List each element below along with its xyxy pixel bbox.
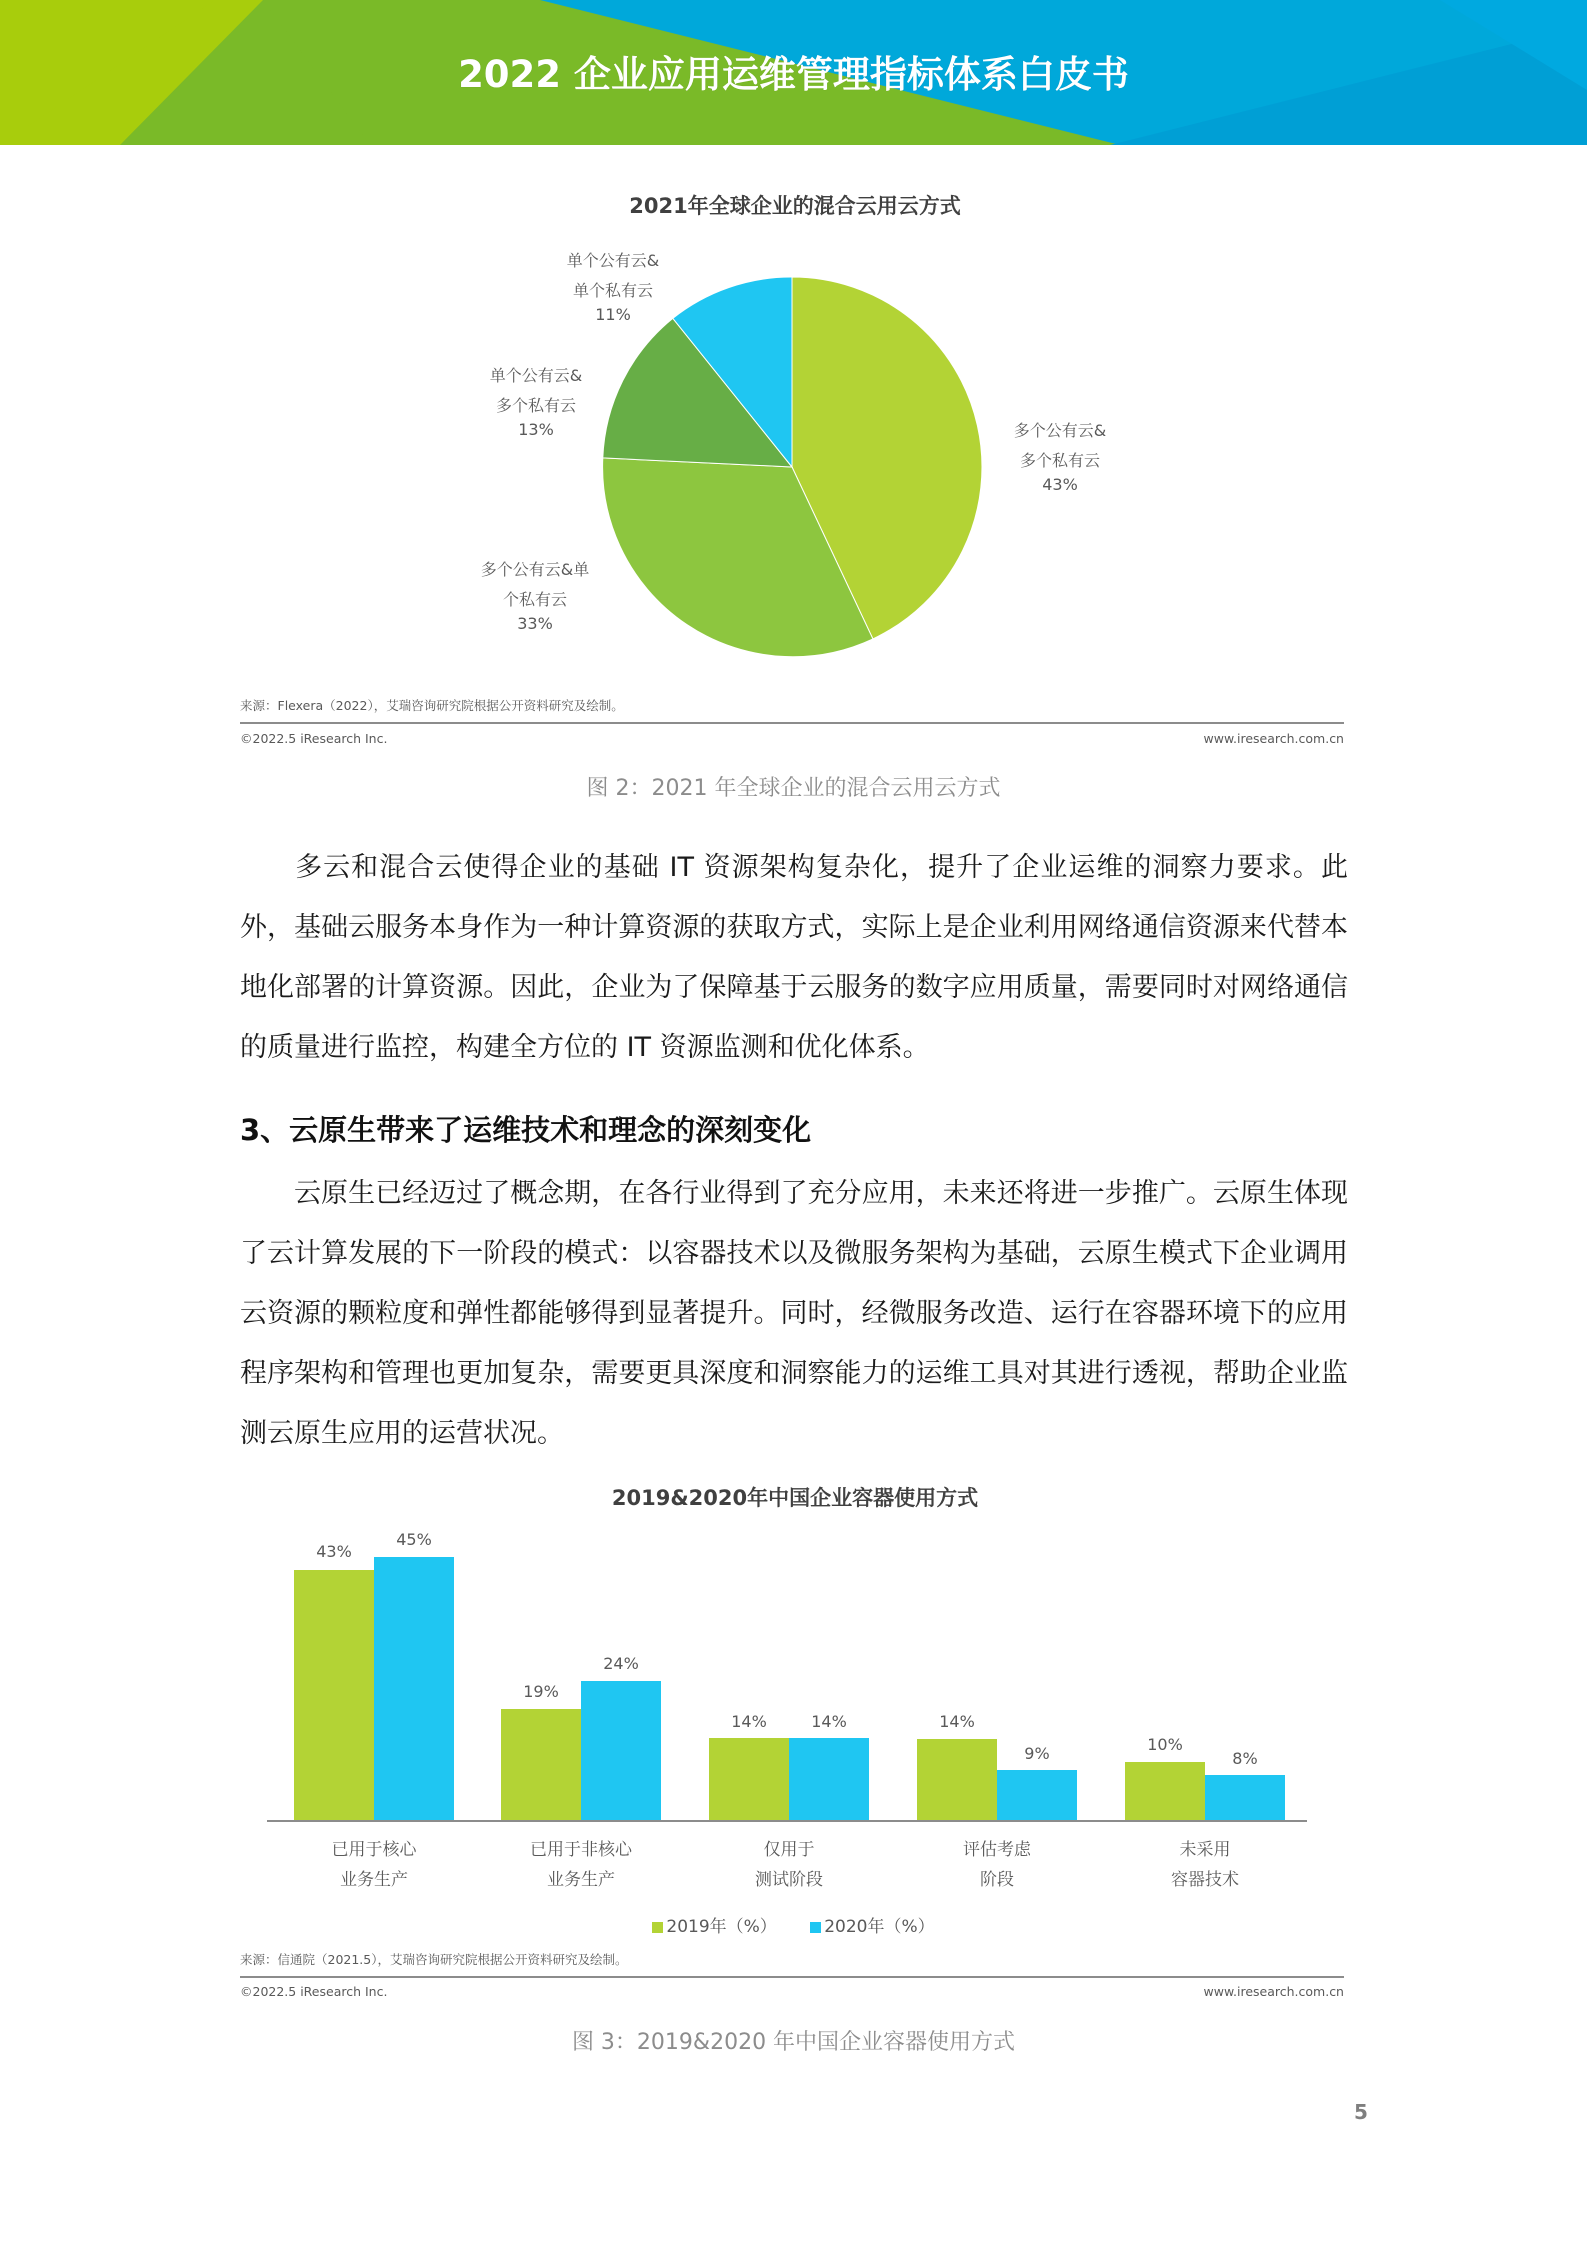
paragraph-multicloud: 多云和混合云使得企业的基础 IT 资源架构复杂化，提升了企业运维的洞察力要求。此外，基础云服务本身作为一种计算资源的获取方式，实际上是企业利用网络通信资源来代替本地化部署的计算资源。因此，企业为了保障基于云服务的数字应用质量，需要同时对网络通信的质量进行监控，构建全方位的 IT 资源监测和优化体系。 <box>240 852 1348 1063</box>
paragraph-cloud-native: 云原生已经迈过了概念期，在各行业得到了充分应用，未来还将进一步推广。云原生体现了云计算发展的下一阶段的模式：以容器技术以及微服务架构为基础，云原生模式下企业调用云资源的颗粒度和弹性都能够得到显著提升。同时，经微服务改造、运行在容器环境下的应用程序架构和管理也更加复杂，需要更具深度和洞察能力的运维工具对其进行透视，帮助企业监测云原生应用的运营状况。 <box>240 1178 1348 1449</box>
bar-value-2020-evaluate: 9% <box>1024 1744 1050 1763</box>
pie-chart-title: 2021年全球企业的混合云用云方式 <box>629 194 961 218</box>
legend-item-2019: 2019年（%） <box>652 1917 776 1937</box>
x-axis-label-noncore: 已用于非核心 业务生产 <box>530 1840 632 1890</box>
bar-2020-noncore <box>581 1681 661 1821</box>
section-heading-cloud-native: 3、云原生带来了运维技术和理念的深刻变化 <box>240 1113 812 1147</box>
figure2-divider <box>240 722 1344 724</box>
x-axis-label-test: 仅用于 测试阶段 <box>755 1840 823 1890</box>
pie-label-13: 单个公有云& 多个私有云 13% <box>489 366 583 439</box>
figure3-source: 来源：信通院（2021.5），艾瑞咨询研究院根据公开资料研究及绘制。 <box>240 1952 628 1967</box>
x-axis-label-evaluate: 评估考虑 阶段 <box>963 1840 1031 1890</box>
legend-swatch-2019 <box>652 1922 663 1933</box>
figure3-copyright: ©2022.5 iResearch Inc. <box>240 1984 388 1999</box>
bar-value-2019-test: 14% <box>731 1712 767 1731</box>
figure2-source: 来源：Flexera（2022），艾瑞咨询研究院根据公开资料研究及绘制。 <box>240 698 624 713</box>
figure3-website[interactable]: www.iresearch.com.cn <box>1203 1984 1344 1999</box>
bar-value-2019-noncore: 19% <box>523 1682 559 1701</box>
bar-value-2020-core: 45% <box>396 1530 432 1549</box>
bar-2019-noncore <box>501 1709 581 1821</box>
pie-label-43: 多个公有云& 多个私有云 43% <box>1013 421 1107 494</box>
x-axis-label-core: 已用于核心 业务生产 <box>331 1840 417 1890</box>
bar-2019-test <box>709 1738 789 1821</box>
bar-2020-core <box>374 1557 454 1821</box>
bar-value-2020-not-adopted: 8% <box>1232 1749 1258 1768</box>
figure2-caption: 图 2：2021 年全球企业的混合云用云方式 <box>586 776 1001 801</box>
bar-2020-test <box>789 1738 869 1821</box>
bar-value-2020-test: 14% <box>811 1712 847 1731</box>
bar-2020-evaluate <box>997 1770 1077 1821</box>
bar-value-2019-evaluate: 14% <box>939 1712 975 1731</box>
bar-chart-legend <box>0 1912 1587 1937</box>
bar-2019-core <box>294 1570 374 1821</box>
document-title: 2022 企业应用运维管理指标体系白皮书 <box>458 53 1129 96</box>
legend-swatch-2020 <box>810 1922 821 1933</box>
bar-value-2020-noncore: 24% <box>603 1654 639 1673</box>
bar-chart-x-axis <box>267 1820 1307 1822</box>
pie-label-11: 单个公有云& 单个私有云 11% <box>566 251 660 324</box>
x-axis-label-not-adopted: 未采用 容器技术 <box>1171 1840 1239 1890</box>
figure2-website[interactable]: www.iresearch.com.cn <box>1203 731 1344 746</box>
bar-value-2019-core: 43% <box>316 1542 352 1561</box>
figure2-copyright: ©2022.5 iResearch Inc. <box>240 731 388 746</box>
legend-item-2020: 2020年（%） <box>810 1917 934 1937</box>
figure3-caption: 图 3：2019&2020 年中国企业容器使用方式 <box>571 2030 1016 2055</box>
page-number: 5 <box>1354 2100 1368 2124</box>
bar-value-2019-not-adopted: 10% <box>1147 1735 1183 1754</box>
pie-label-33: 多个公有云&单 个私有云 33% <box>480 560 590 633</box>
bar-chart-title: 2019&2020年中国企业容器使用方式 <box>611 1486 979 1510</box>
bar-2019-evaluate <box>917 1739 997 1821</box>
bar-2020-not-adopted <box>1205 1775 1285 1821</box>
bar-2019-not-adopted <box>1125 1762 1205 1821</box>
figure3-divider <box>240 1976 1344 1978</box>
pie-chart <box>0 0 1587 700</box>
